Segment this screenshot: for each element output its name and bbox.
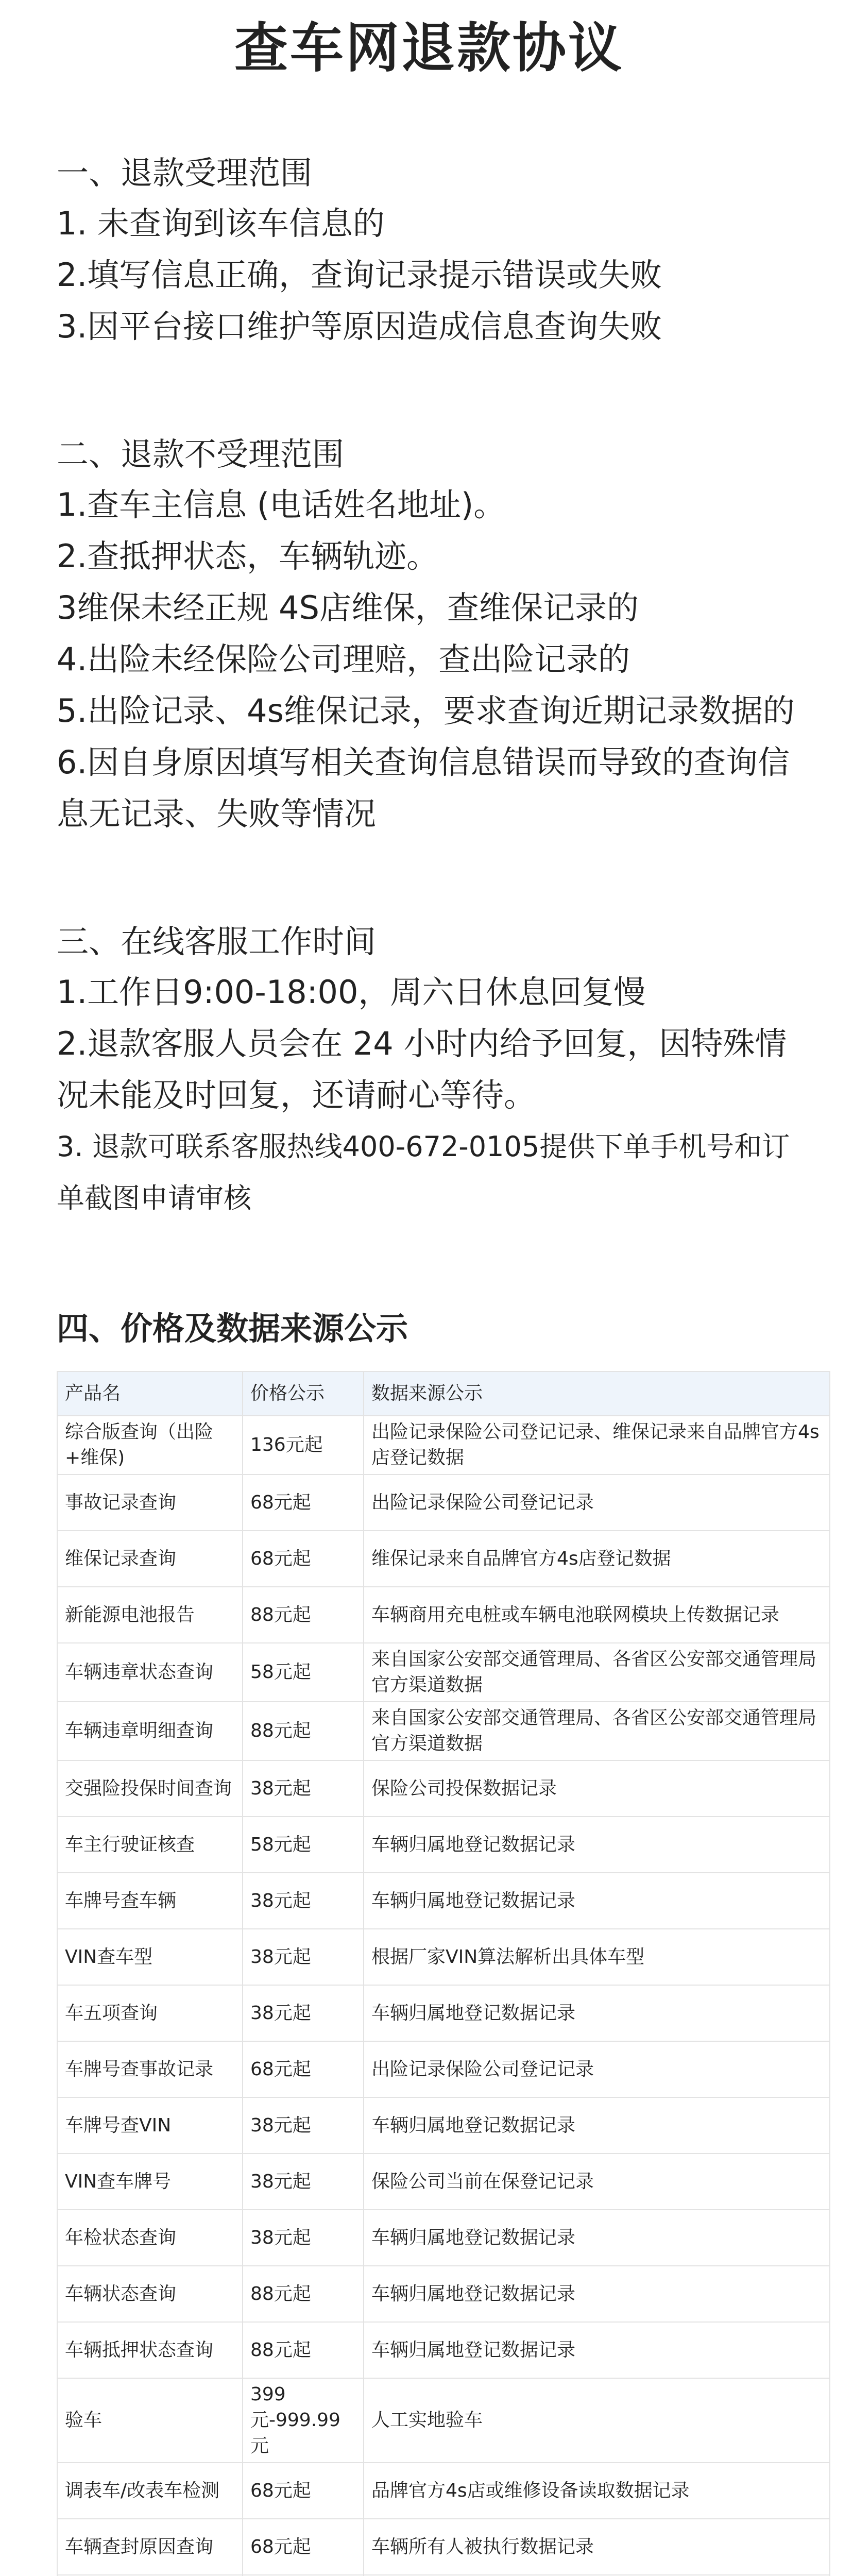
cell-price: 38元起 — [243, 2210, 364, 2266]
section-refund-not-accepted — [57, 430, 801, 840]
cell-data-source: 出险记录保险公司登记记录 — [364, 2041, 830, 2097]
cell-price: 68元起 — [243, 1475, 364, 1531]
cell-product-name: 综合版查询（出险+维保) — [57, 1416, 243, 1475]
table-row — [57, 2154, 830, 2210]
cell-data-source: 来自国家公安部交通管理局、各省区公安部交通管理局官方渠道数据 — [364, 1643, 830, 1702]
table-row — [57, 1643, 830, 1702]
cell-price: 136元起 — [243, 1416, 364, 1475]
list-item: 2.退款客服人员会在 24 小时内给予回复，因特殊情况未能及时回复，还请耐心等待。 — [57, 1025, 787, 1114]
table-row — [57, 2097, 830, 2154]
list-item: 2.填写信息正确，查询记录提示错误或失败 — [57, 256, 662, 294]
table-row — [57, 1702, 830, 1760]
cell-price: 88元起 — [243, 2322, 364, 2378]
list-item: 1. 未查询到该车信息的 — [57, 205, 385, 242]
cell-price: 58元起 — [243, 1817, 364, 1873]
list-item: 1.工作日9:00-18:00，周六日休息回复慢 — [57, 973, 646, 1011]
cell-price: 399元-999.99元 — [243, 2378, 364, 2463]
cell-product-name: 验车 — [57, 2378, 243, 2463]
cell-data-source: 车辆归属地登记数据记录 — [364, 2210, 830, 2266]
cell-price: 38元起 — [243, 1760, 364, 1817]
cell-price: 38元起 — [243, 2097, 364, 2154]
cell-data-source: 维保记录来自品牌官方4s店登记数据 — [364, 1531, 830, 1587]
section-heading: 一、退款受理范围 — [57, 154, 313, 192]
cell-product-name: 车辆抵押状态查询 — [57, 2322, 243, 2378]
cell-data-source: 车辆归属地登记数据记录 — [364, 1873, 830, 1929]
cell-data-source: 保险公司当前在保登记记录 — [364, 2154, 830, 2210]
cell-data-source: 人工实地验车 — [364, 2378, 830, 2463]
price-table — [57, 1371, 830, 2576]
table-row — [57, 1760, 830, 1817]
cell-product-name: 车牌号查车辆 — [57, 1873, 243, 1929]
table-row — [57, 1531, 830, 1587]
cell-data-source: 品牌官方4s店或维修设备读取数据记录 — [364, 2463, 830, 2519]
section-heading: 四、价格及数据来源公示 — [57, 1310, 408, 1347]
column-header-product: 产品名 — [57, 1371, 243, 1416]
cell-price: 58元起 — [243, 1643, 364, 1702]
cell-price: 88元起 — [243, 1587, 364, 1643]
cell-data-source: 车辆归属地登记数据记录 — [364, 2097, 830, 2154]
cell-product-name: 维保记录查询 — [57, 1531, 243, 1587]
table-row — [57, 1985, 830, 2041]
column-header-source: 数据来源公示 — [364, 1371, 830, 1416]
list-item-hotline: 3. 退款可联系客服热线400-672-0105提供下单手机号和订单截图申请审核 — [57, 1130, 790, 1214]
cell-data-source: 根据厂家VIN算法解析出具体车型 — [364, 1929, 830, 1985]
table-row — [57, 2378, 830, 2463]
cell-product-name: 车辆查封原因查询 — [57, 2519, 243, 2575]
cell-price: 38元起 — [243, 1873, 364, 1929]
section-heading: 二、退款不受理范围 — [57, 435, 345, 473]
cell-price: 38元起 — [243, 1929, 364, 1985]
cell-price: 68元起 — [243, 2463, 364, 2519]
table-row — [57, 1475, 830, 1531]
cell-product-name: VIN查车牌号 — [57, 2154, 243, 2210]
cell-data-source: 车辆归属地登记数据记录 — [364, 2322, 830, 2378]
cell-product-name: 车主行驶证核查 — [57, 1817, 243, 1873]
list-item: 1.查车主信息 (电话姓名地址)。 — [57, 486, 506, 523]
cell-data-source: 车辆所有人被执行数据记录 — [364, 2519, 830, 2575]
column-header-price: 价格公示 — [243, 1371, 364, 1416]
cell-data-source: 车辆归属地登记数据记录 — [364, 2266, 830, 2322]
cell-price: 68元起 — [243, 1531, 364, 1587]
list-item: 2.查抵押状态，车辆轨迹。 — [57, 537, 439, 575]
cell-product-name: 年检状态查询 — [57, 2210, 243, 2266]
section-heading: 三、在线客服工作时间 — [57, 923, 377, 960]
table-row — [57, 1817, 830, 1873]
table-row — [57, 1873, 830, 1929]
cell-product-name: 新能源电池报告 — [57, 1587, 243, 1643]
table-row — [57, 2519, 830, 2575]
cell-product-name: 车辆违章明细查询 — [57, 1702, 243, 1760]
list-item: 4.出险未经保险公司理赔，查出险记录的 — [57, 640, 630, 678]
list-item: 3维保未经正规 4S店维保，查维保记录的 — [57, 589, 639, 626]
table-row — [57, 2322, 830, 2378]
section-refund-accepted — [57, 148, 801, 352]
list-item: 6.因自身原因填写相关查询信息错误而导致的查询信息无记录、失败等情况 — [57, 743, 790, 833]
cell-data-source: 车辆归属地登记数据记录 — [364, 1817, 830, 1873]
table-row — [57, 2463, 830, 2519]
cell-price: 38元起 — [243, 1985, 364, 2041]
table-row — [57, 1416, 830, 1475]
cell-product-name: 车辆违章状态查询 — [57, 1643, 243, 1702]
section-service-hours — [57, 917, 801, 1224]
cell-product-name: 车牌号查事故记录 — [57, 2041, 243, 2097]
page-title: 查车网退款协议 — [234, 16, 624, 79]
table-row — [57, 1929, 830, 1985]
section-price-disclosure — [57, 1304, 820, 2576]
list-item: 3.因平台接口维护等原因造成信息查询失败 — [57, 308, 662, 345]
cell-data-source: 保险公司投保数据记录 — [364, 1760, 830, 1817]
table-header-row — [57, 1371, 830, 1416]
cell-product-name: VIN查车型 — [57, 1929, 243, 1985]
table-row — [57, 2041, 830, 2097]
cell-data-source: 车辆商用充电桩或车辆电池联网模块上传数据记录 — [364, 1587, 830, 1643]
cell-product-name: 车牌号查VIN — [57, 2097, 243, 2154]
price-table-body — [57, 1416, 830, 2576]
cell-product-name: 车五项查询 — [57, 1985, 243, 2041]
cell-price: 88元起 — [243, 1702, 364, 1760]
table-row — [57, 2266, 830, 2322]
cell-product-name: 车辆状态查询 — [57, 2266, 243, 2322]
cell-product-name: 事故记录查询 — [57, 1475, 243, 1531]
cell-price: 68元起 — [243, 2041, 364, 2097]
cell-data-source: 来自国家公安部交通管理局、各省区公安部交通管理局官方渠道数据 — [364, 1702, 830, 1760]
cell-product-name: 交强险投保时间查询 — [57, 1760, 243, 1817]
table-row — [57, 1587, 830, 1643]
cell-price: 88元起 — [243, 2266, 364, 2322]
cell-price: 68元起 — [243, 2519, 364, 2575]
cell-data-source: 出险记录保险公司登记记录 — [364, 1475, 830, 1531]
cell-data-source: 车辆归属地登记数据记录 — [364, 1985, 830, 2041]
cell-data-source: 出险记录保险公司登记记录、维保记录来自品牌官方4s店登记数据 — [364, 1416, 830, 1475]
cell-product-name: 调表车/改表车检测 — [57, 2463, 243, 2519]
table-row — [57, 2210, 830, 2266]
cell-price: 38元起 — [243, 2154, 364, 2210]
list-item: 5.出险记录、4s维保记录，要求查询近期记录数据的 — [57, 692, 795, 730]
